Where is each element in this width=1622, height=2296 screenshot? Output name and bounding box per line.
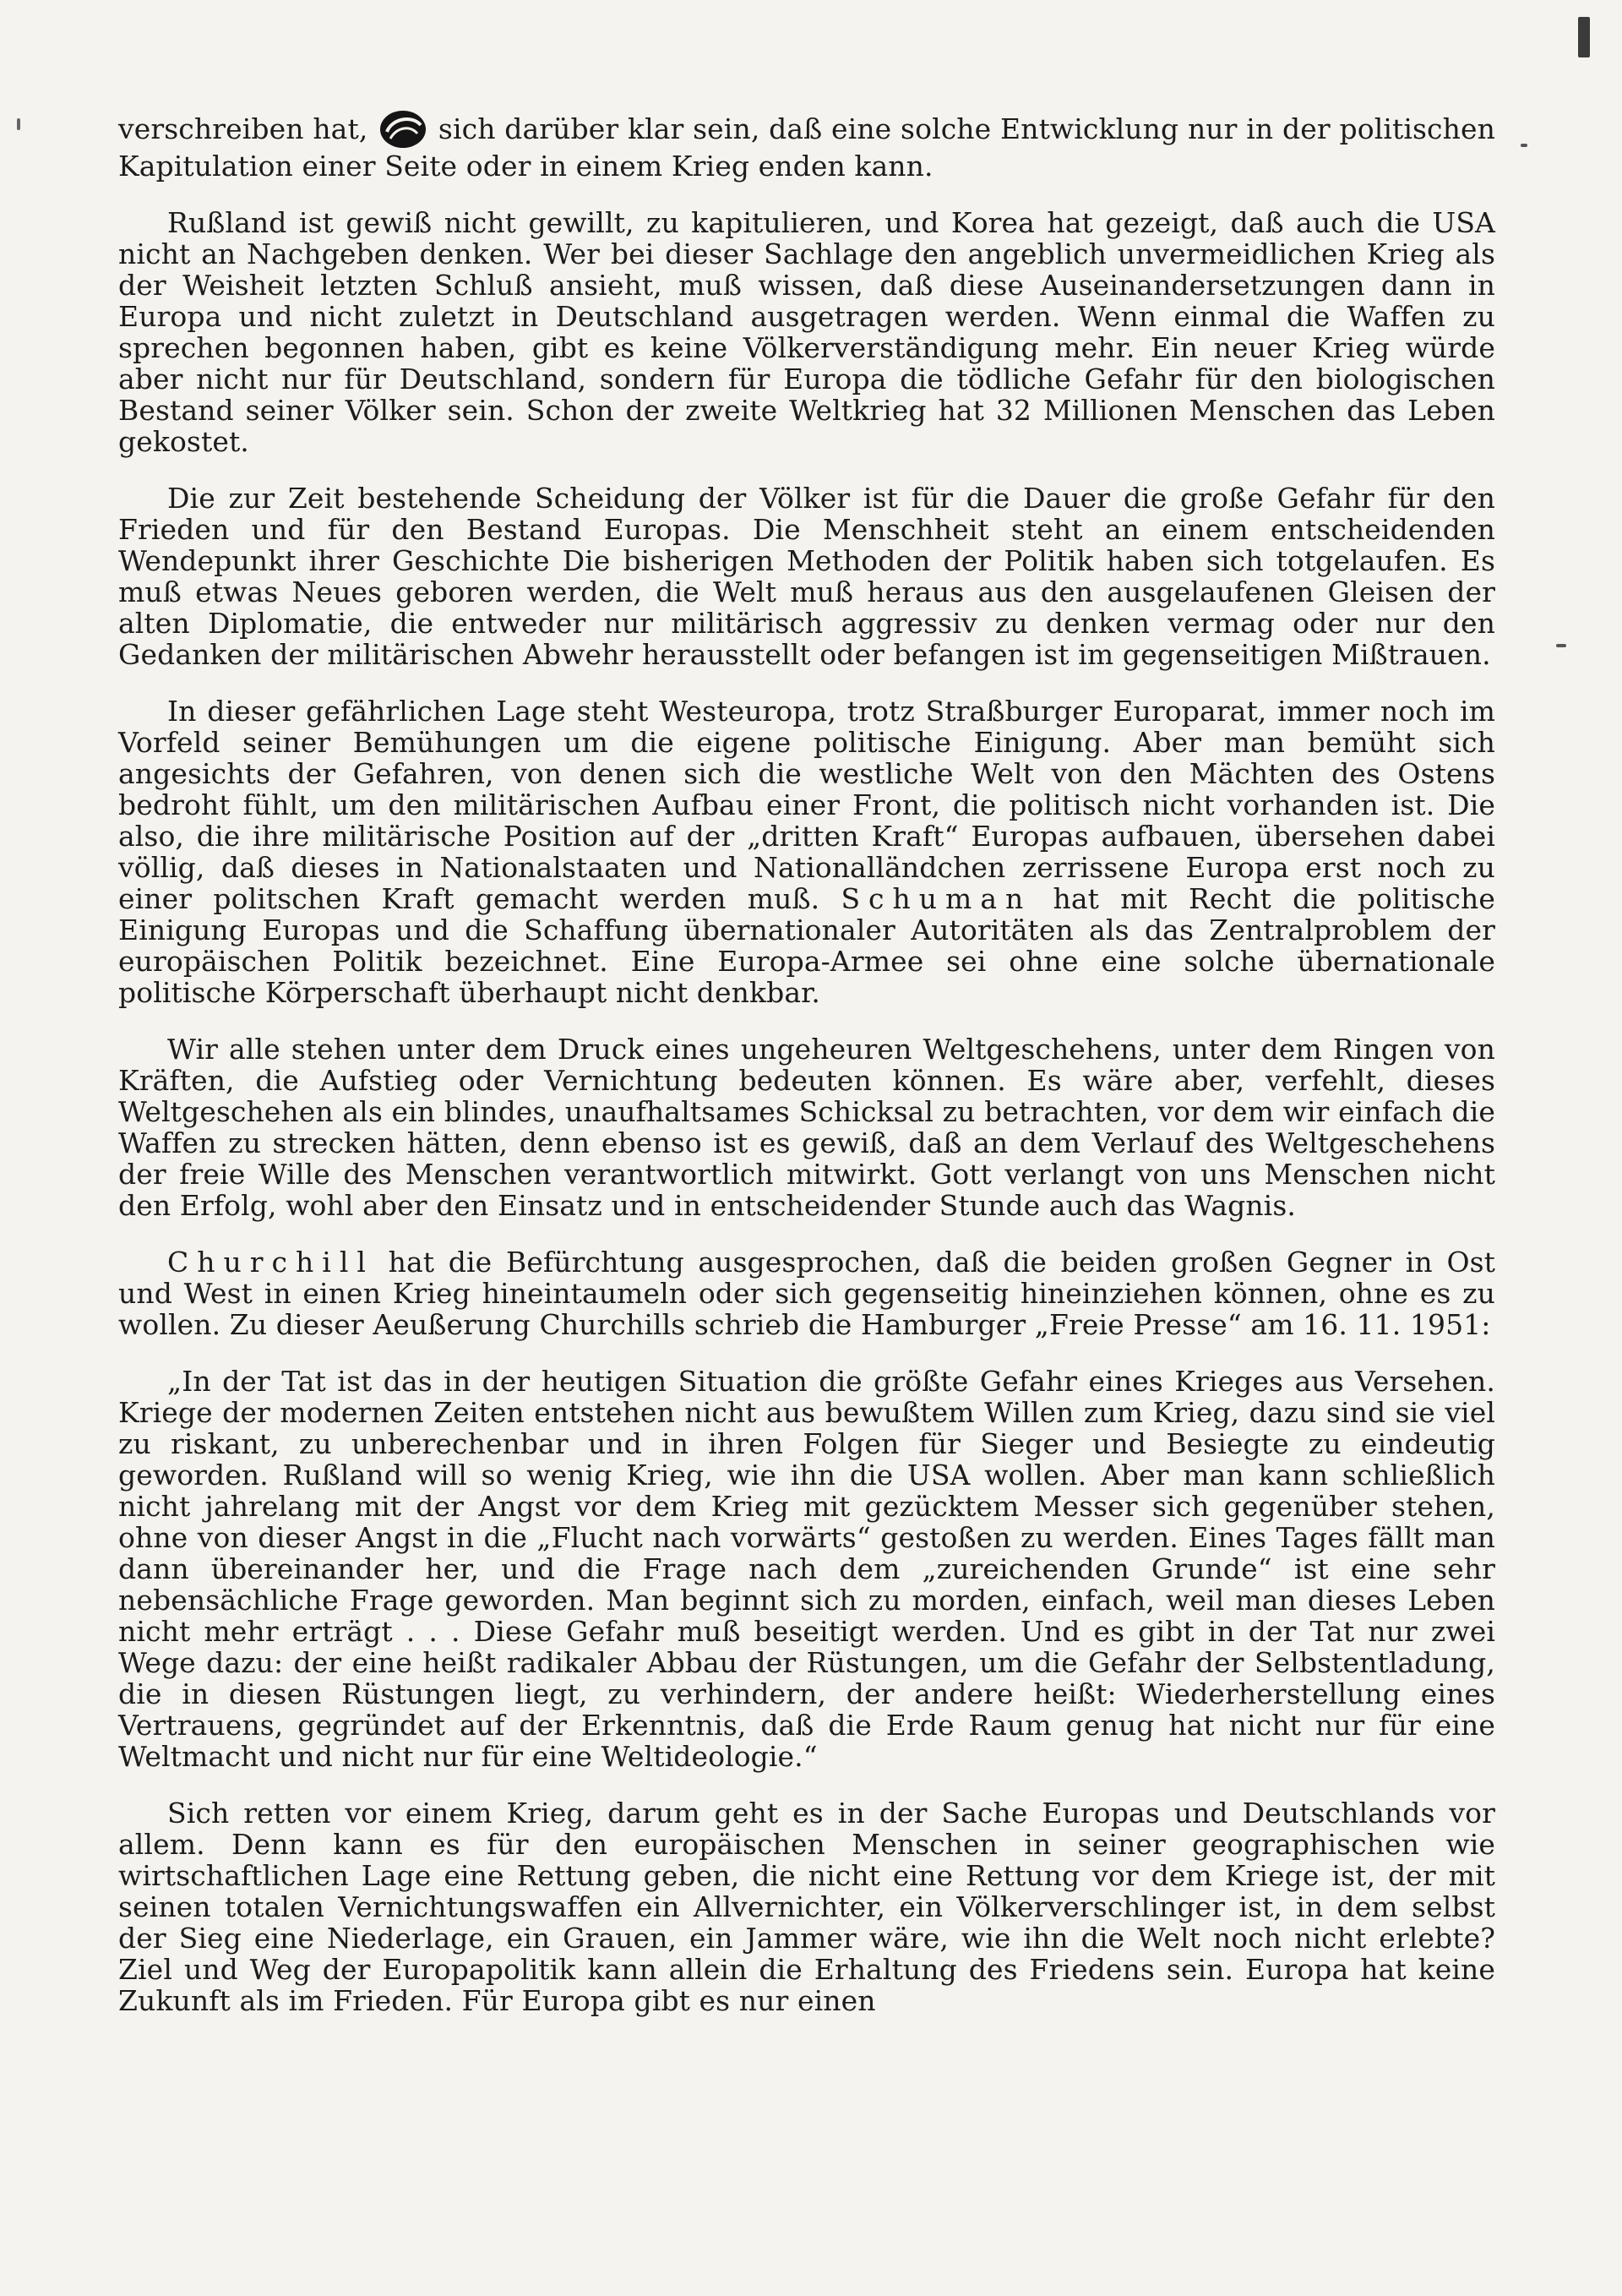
scan-mark-right-2	[1556, 644, 1566, 647]
paragraph-5: Wir alle stehen unter dem Druck eines ungeheuren Weltgeschehens, unter dem Ringen von Kräften, die Aufstieg oder Vernichtung bedeuten können. Es wäre aber, verfehlt, dieses Weltgeschehen als ein blindes, unaufhaltsames Schicksal zu betrachten, vor dem wir einfach die Waffen zu strecken hätten, denn ebenso ist es gewiß, daß an dem Verlauf des Weltgeschehens der freie Wille des Menschen verantwortlich mitwirkt. Gott verlangt von uns Menschen nicht den Erfolg, wohl aber den Einsatz und in entscheidender Stunde auch das Wagnis.	[118, 1033, 1495, 1222]
paragraph-3: Die zur Zeit bestehende Scheidung der Völker ist für die Dauer die große Gefahr für den Frieden und für den Bestand Europas. Die Menschheit steht an einem entscheidenden Wendepunkt ihrer Geschichte Die bisherigen Methoden der Politik haben sich totgelaufen. Es muß etwas Neues geboren werden, die Welt muß heraus aus den ausgelaufenen Gleisen der alten Diplomatie, die entweder nur militärisch aggressiv zu denken vermag oder nur den Gedanken der militärischen Abwehr herausstellt oder befangen ist im gegenseitigen Mißtrauen.	[118, 482, 1495, 671]
paragraph-1-text-start: verschreiben hat,	[118, 112, 368, 145]
paragraph-8: Sich retten vor einem Krieg, darum geht es in der Sache Europas und Deutschlands vor allem. Denn kann es für den europäischen Menschen in seiner geographischen wie wirtschaftlichen Lage eine Rettung geben, die nicht eine Rettung vor dem Kriege ist, der mit seinen totalen Vernichtungswaffen ein Allvernichter, ein Völkerverschlinger ist, in dem selbst der Sieg eine Niederlage, ein Grauen, ein Jammer wäre, wie ihn die Welt noch nicht erlebte? Ziel und Weg der Europapolitik kann allein die Erhaltung des Friedens sein. Europa hat keine Zukunft als im Frieden. Für Europa gibt es nur einen	[118, 1797, 1495, 2017]
scan-mark-top-right	[1578, 17, 1590, 57]
paragraph-1-text-end: sich darüber klar sein, daß eine solche Entwicklung nur in der politischen Kapitulation einer Seite oder in einem Krieg enden kann.	[118, 112, 1495, 183]
paragraph-4-text-start: In dieser gefährlichen Lage steht Westeuropa, trotz Straßburger Europarat, immer noch im Vorfeld seiner Bemühungen um die eigene politische Einigung. Aber man bemüht sich angesichts der Gefahren, von denen sich die westliche Welt von den Mächten des Ostens bedroht fühlt, um den militärischen Aufbau einer Front, die politisch nicht vorhanden ist. Die also, die ihre militärische Position auf der „dritten Kraft“ Europas aufbauen, übersehen dabei völlig, daß dieses in Nationalstaaten und Nationalländchen zerrissene Europa erst noch zu einer politschen Kraft gemacht werden muß.	[118, 695, 1495, 915]
name-churchill: Churchill	[167, 1246, 374, 1279]
document-page	[118, 108, 1495, 2042]
name-schuman: Schuman	[841, 882, 1032, 915]
scan-mark-right-1	[1521, 144, 1527, 147]
paragraph-1	[118, 108, 1495, 182]
quotation-paragraph: „In der Tat ist das in der heutigen Situation die größte Gefahr eines Krieges aus Versehen. Kriege der modernen Zeiten entstehen nicht aus bewußtem Willen zum Krieg, dazu sind sie viel zu riskant, zu unberechenbar und in ihren Folgen für Sieger und Besiegte zu eindeutig geworden. Rußland will so wenig Krieg, wie ihn die USA wollen. Aber man kann schließlich nicht jahrelang mit der Angst vor dem Krieg mit gezücktem Messer sich gegenüber stehen, ohne von dieser Angst in die „Flucht nach vorwärts“ gestoßen zu werden. Eines Tages fällt man dann übereinander her, und die Frage nach dem „zureichenden Grunde“ ist eine sehr nebensächliche Frage geworden. Man beginnt sich zu morden, einfach, weil man dieses Leben nicht mehr erträgt . . . Diese Gefahr muß beseitigt werden. Und es gibt in der Tat nur zwei Wege dazu: der eine heißt radikaler Abbau der Rüstungen, um die Gefahr der Selbstentladung, die in diesen Rüstungen liegt, zu verhindern, der andere heißt: Wiederherstellung eines Vertrauens, gegründet auf der Erkenntnis, daß die Erde Raum genug hat nicht nur für eine Weltmacht und nicht nur für eine Weltideologie.“	[118, 1365, 1495, 1773]
ink-blot-icon	[378, 108, 427, 150]
paragraph-4-text-end: hat mit Recht die politische Einigung Europas und die Schaffung übernationaler Autoritäten als das Zentralproblem der europäischen Politik bezeichnet. Eine Europa-Armee sei ohne eine solche übernationale politische Körperschaft überhaupt nicht denkbar.	[118, 882, 1495, 1009]
paragraph-2: Rußland ist gewiß nicht gewillt, zu kapitulieren, und Korea hat gezeigt, daß auch die USA nicht an Nachgeben denken. Wer bei dieser Sachlage den angeblich unvermeidlichen Krieg als der Weisheit letzten Schluß ansieht, muß wissen, daß diese Auseinandersetzungen dann in Europa und nicht zuletzt in Deutschland ausgetragen werden. Wenn einmal die Waffen zu sprechen begonnen haben, gibt es keine Völkerverständigung mehr. Ein neuer Krieg würde aber nicht nur für Deutschland, sondern für Europa die tödliche Gefahr für den biologischen Bestand seiner Völker sein. Schon der zweite Weltkrieg hat 32 Millionen Menschen das Leben gekostet.	[118, 206, 1495, 458]
paragraph-6-text: hat die Befürchtung ausgesprochen, daß die beiden großen Gegner in Ost und West in einen Krieg hineintaumeln oder sich gegenseitig hineinziehen können, ohne es zu wollen. Zu dieser Aeußerung Churchills schrieb die Hamburger „Freie Presse“ am 16. 11. 1951:	[118, 1246, 1496, 1341]
scan-mark-top-left	[17, 118, 20, 130]
paragraph-6	[118, 1246, 1495, 1340]
paragraph-4	[118, 695, 1495, 1008]
